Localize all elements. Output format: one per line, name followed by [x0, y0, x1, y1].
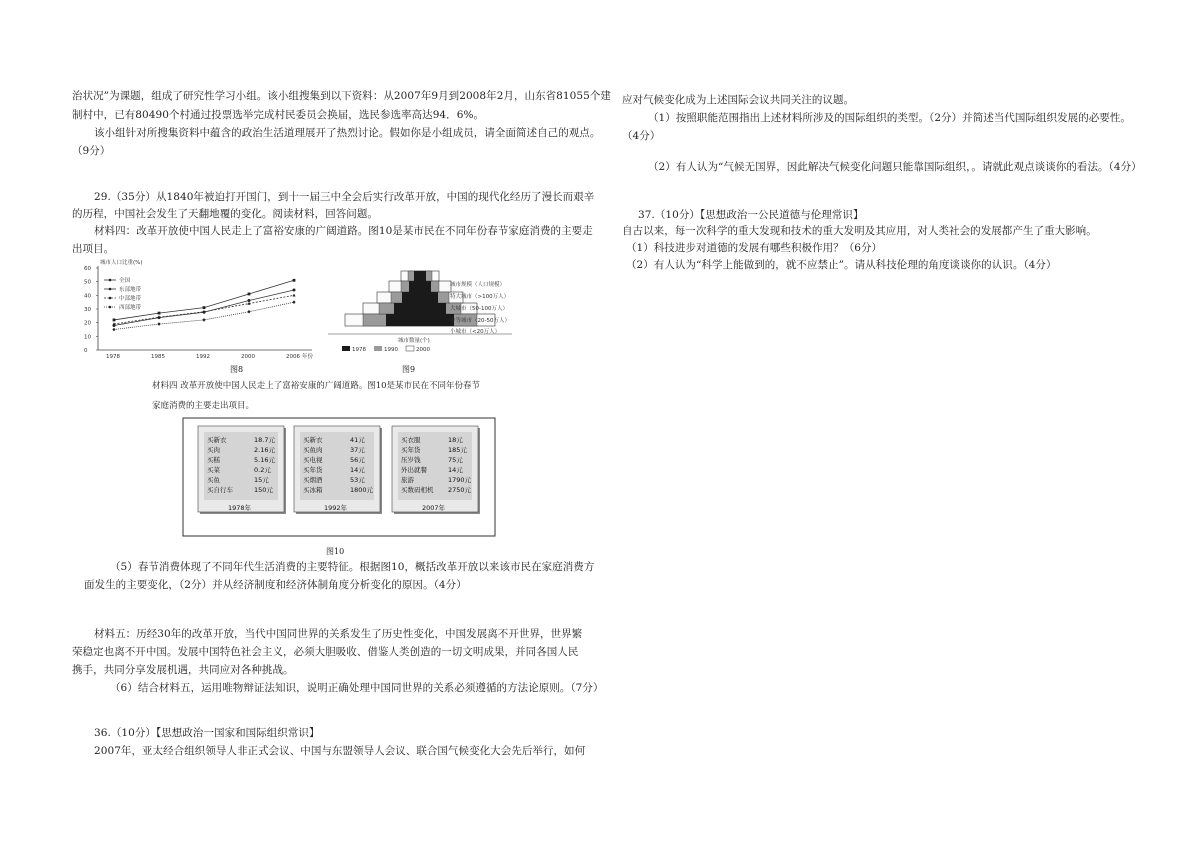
- fig9-caption: 图9: [402, 365, 416, 374]
- text-line: 制村中，已有80490个村通过投票选举完成村民委员会换届，选民参选率高达94．6%。: [72, 109, 485, 121]
- expense-amount: 56元: [350, 456, 365, 464]
- figure-svg: [80, 258, 530, 558]
- y-tick-label: 20: [84, 320, 91, 327]
- expense-amount: 1790元: [448, 476, 472, 484]
- y-tick-label: 0: [84, 348, 88, 354]
- expense-item: 买电视: [303, 456, 323, 464]
- text-line: 携手，共同分享发展机遇，共同应对各种挑战。: [72, 664, 294, 676]
- question-37: 37.（10分）【思想政治一公民道德与伦理常识】: [638, 209, 864, 221]
- expense-item: 买自行车: [207, 486, 233, 494]
- expense-amount: 0.2元: [254, 466, 271, 474]
- expense-item: 买菜: [207, 466, 220, 474]
- expense-item: 买年货: [303, 466, 323, 474]
- fig9-bar: [409, 281, 431, 292]
- fig8-xlabel: 年份: [302, 354, 314, 360]
- question-37-1: （1）科技进步对道德的发展有哪些积极作用？（6分）: [626, 242, 883, 254]
- data-point: [293, 289, 296, 292]
- fig8-title: 城市人口比重(%): [100, 260, 143, 266]
- expense-amount: 150元: [254, 486, 273, 494]
- expense-item: 买糕: [207, 456, 220, 464]
- expense-amount: 41元: [350, 436, 365, 444]
- expense-item: 买数码相机: [401, 486, 434, 494]
- question-37-2: （2）有人认为“科学上能做到的，就不应禁止”。请从科技伦理的角度谈谈你的认识。（4分）: [626, 259, 1057, 271]
- expense-amount: 14元: [350, 466, 365, 474]
- expense-item: 买衣服: [401, 436, 421, 444]
- expense-amount: 18.7元: [254, 436, 275, 444]
- expense-amount: 75元: [448, 456, 463, 464]
- data-point: [203, 306, 206, 309]
- text-line: 荣稳定也离不开中国。发展中国特色社会主义，必须大胆吸收、借鉴人类创造的一切文明成果，并同各国人民: [72, 646, 579, 658]
- y-tick-label: 60: [84, 266, 91, 272]
- expense-item: 外出就餐: [401, 466, 427, 474]
- fig9-category: 大城市（50-100万人）: [450, 306, 508, 312]
- fig9-bar: [386, 314, 454, 326]
- y-tick-label: 10: [84, 334, 91, 341]
- question-5: （5）春节消费体现了不同年代生活消费的主要特征。根据图10，概括改革开放以来该市民在家庭消费方: [110, 561, 595, 573]
- question-6: （6）结合材料五，运用唯物辩证法知识，说明正确处理中国同世界的关系必须遵循的方法论原则。（7分）: [110, 682, 604, 694]
- expense-item: 买鱼: [207, 476, 220, 484]
- legend-swatch: [374, 346, 382, 351]
- legend-swatch: [406, 346, 414, 351]
- data-point: [113, 319, 116, 322]
- data-point: [293, 279, 296, 282]
- text-line: 的历程，中国社会发生了天翻地覆的变化。阅读材料，回答问题。: [72, 208, 378, 220]
- expense-amount: 2750元: [448, 486, 472, 494]
- expense-amount: 5.16元: [254, 456, 275, 464]
- expense-amount: 18元: [448, 436, 463, 444]
- expense-amount: 15元: [254, 476, 269, 484]
- question-36-1: （1）按照职能范围指出上述材料所涉及的国际组织的类型。（2分）并简述当代国际组织发展的必要性。: [648, 112, 1131, 124]
- text-line: 治状况”为课题，组成了研究性学习小组。该小组搜集到以下资料：从2007年9月到2008年2月，山东省81055个建: [72, 90, 611, 102]
- legend-swatch: [342, 346, 350, 351]
- fig9-category: 小城市（<20万人）: [450, 329, 501, 335]
- legend-label: 全国: [119, 278, 131, 284]
- figure-block: [80, 258, 530, 558]
- expense-amount: 53元: [350, 476, 365, 484]
- question-36-2: （2）有人认为“气候无国界，因此解决气候变化问题只能靠国际组织，。请就此观点谈谈你的看法。（4分）: [648, 161, 1142, 173]
- expense-item: 买年货: [401, 446, 421, 454]
- y-tick-label: 30: [84, 307, 91, 313]
- legend-marker: [109, 306, 112, 309]
- material-4-text: 材料四：改革开放使中国人民走上了富裕安康的广阔道路。图10是某市民在不同年份春节家庭消费的主要走: [94, 225, 593, 237]
- fig9-bar: [394, 303, 446, 314]
- legend-label: 1978: [352, 347, 366, 353]
- expense-amount: 185元: [448, 446, 467, 454]
- text-line: 该小组针对所搜集资料中蕴含的政治生活道理展开了热烈讨论。假如你是小组成员，请全面简述自己的观点。: [94, 127, 601, 139]
- text-line: （9分）: [72, 145, 111, 157]
- fig10-material-line2: 家庭消费的主要走出项目。: [152, 401, 255, 411]
- question-36: 36.（10分）【思想政治一国家和国际组织常识】: [94, 727, 320, 739]
- expense-item: 买新衣: [207, 436, 227, 444]
- fig8-caption: 图8: [230, 365, 244, 374]
- expense-item: 旅游: [401, 476, 414, 484]
- fig9-category: 特大城市（>100万人）: [450, 294, 510, 300]
- legend-label: 2000: [416, 347, 430, 353]
- legend-label: 东部地带: [119, 287, 142, 293]
- panel-year: 2007年: [422, 504, 446, 512]
- data-point: [248, 293, 251, 296]
- fig9-category: 中等城市（20-50万人）: [450, 318, 510, 324]
- text-line: 2007年，亚太经合组织领导人非正式会议、中国与东盟领导人会议、联合国气候变化大会先后举行，如何: [94, 745, 586, 757]
- expense-item: 压岁钱: [401, 456, 421, 464]
- expense-amount: 37元: [350, 446, 365, 454]
- data-point: [158, 312, 161, 315]
- expense-amount: 2.16元: [254, 446, 275, 454]
- legend-label: 中部地带: [119, 296, 142, 302]
- panel-year: 1978年: [228, 504, 252, 512]
- fig9-category: 城市规模（人口规模）: [450, 282, 506, 288]
- x-tick-label: 1992: [196, 354, 210, 360]
- legend-marker: [109, 297, 112, 300]
- y-tick-label: 50: [84, 279, 91, 286]
- x-tick-label: 2000: [241, 354, 255, 360]
- y-tick-label: 40: [84, 293, 91, 300]
- x-tick-label: 1978: [106, 354, 120, 360]
- data-point: [248, 299, 251, 302]
- panel-year: 1992年: [324, 504, 348, 512]
- expense-item: 买烟酒: [303, 476, 323, 484]
- expense-item: 买新衣: [303, 436, 323, 444]
- expense-item: 买冰箱: [303, 486, 323, 494]
- legend-marker: [109, 279, 112, 282]
- fig9-bar: [414, 271, 426, 281]
- text-line: 自古以来，每一次科学的重大发现和技术的重大发明及其应用，对人类社会的发展都产生了重大影响。: [622, 225, 1097, 237]
- legend-label: 西部地带: [119, 305, 142, 311]
- legend-label: 1990: [384, 347, 398, 353]
- x-tick-label: 1985: [151, 354, 165, 360]
- fig10-panels: [198, 426, 480, 514]
- x-tick-label: 2006: [286, 354, 300, 360]
- question-29: 29.（35分）从1840年被迫打开国门，到十一届三中全会后实行改革开放，中国的现代化经历了漫长而艰辛: [94, 191, 595, 203]
- fig10-caption: 图10: [326, 547, 345, 556]
- expense-item: 买鱼肉: [303, 446, 323, 454]
- expense-item: 买肉: [207, 446, 220, 454]
- expense-amount: 14元: [448, 466, 463, 474]
- fig9-bar: [402, 292, 438, 303]
- expense-amount: 1800元: [350, 486, 374, 494]
- material-5-text: 材料五：历经30年的改革开放，当代中国同世界的关系发生了历史性变化，中国发展离不开世界，世界繁: [94, 628, 583, 640]
- fig9-xlabel: 城市数量(个): [398, 338, 430, 344]
- text-line: 应对气候变化成为上述国际会议共同关注的议题。: [622, 94, 855, 106]
- text-line: 面发生的主要变化，（2分）并从经济制度和经济体制角度分析变化的原因。（4分）: [84, 579, 467, 591]
- text-line: 出项目。: [72, 243, 115, 255]
- text-line: （4分）: [622, 130, 661, 142]
- fig10-material-line1: 材料四 改革开放使中国人民走上了富裕安康的广阔道路。图10是某市民在不同年份春节: [152, 381, 481, 391]
- legend-marker: [109, 288, 112, 291]
